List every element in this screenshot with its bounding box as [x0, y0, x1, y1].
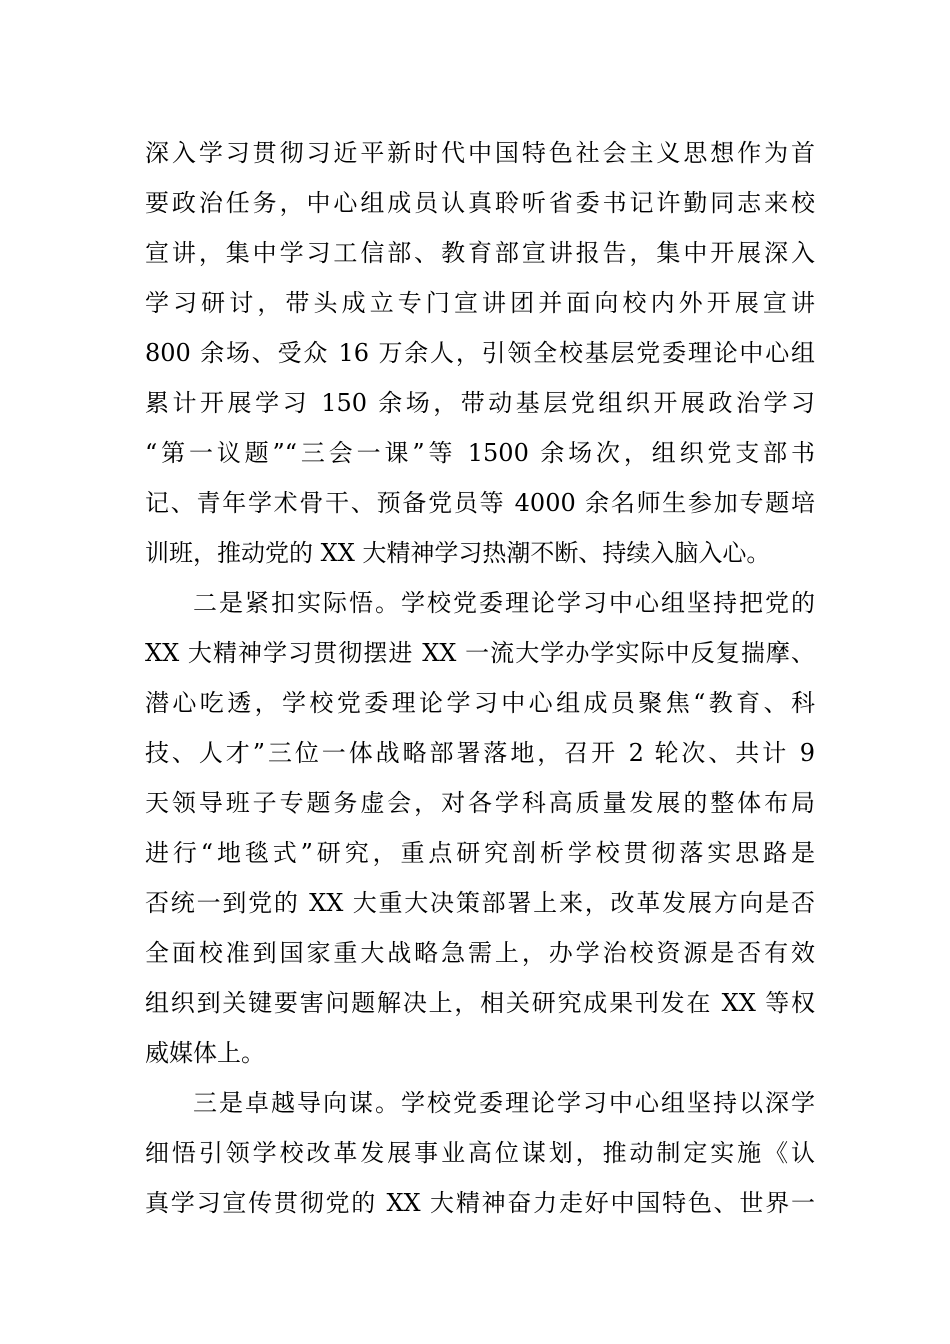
text-line: 真学习宣传贯彻党的 XX 大精神奋力走好中国特色、世界一 [145, 1189, 815, 1217]
text-line: 技、人才”三位一体战略部署落地，召开 2 轮次、共计 9 [145, 739, 815, 767]
text-line: 记、青年学术骨干、预备党员等 4000 余名师生参加专题培 [145, 489, 815, 517]
paragraph-3 [145, 1078, 815, 1228]
text-line: 800 余场、受众 16 万余人，引领全校基层党委理论中心组 [145, 339, 815, 367]
text-line: 天领导班子专题务虚会，对各学科高质量发展的整体布局 [145, 789, 815, 817]
text-line: 进行“地毯式”研究，重点研究剖析学校贯彻落实思路是 [145, 839, 815, 867]
text-line: 要政治任务，中心组成员认真聆听省委书记许勤同志来校 [145, 189, 815, 217]
text-line: 宣讲，集中学习工信部、教育部宣讲报告，集中开展深入 [145, 239, 815, 267]
paragraph-2 [145, 578, 815, 1078]
text-line: 潜心吃透，学校党委理论学习中心组成员聚焦“教育、科 [145, 689, 815, 717]
text-line: 训班，推动党的 XX 大精神学习热潮不断、持续入脑入心。 [145, 539, 771, 567]
text-line: 学习研讨，带头成立专门宣讲团并面向校内外开展宣讲 [145, 289, 815, 317]
paragraph-1 [145, 128, 815, 578]
text-line: XX 大精神学习贯彻摆进 XX 一流大学办学实际中反复揣摩、 [145, 639, 815, 667]
text-line: 组织到关键要害问题解决上，相关研究成果刊发在 XX 等权 [145, 989, 815, 1017]
text-line: 三是卓越导向谋。学校党委理论学习中心组坚持以深学 [193, 1089, 815, 1117]
text-line: 否统一到党的 XX 大重大决策部署上来，改革发展方向是否 [145, 889, 815, 917]
body-text [145, 128, 815, 1228]
text-line: “第一议题”“三会一课”等 1500 余场次，组织党支部书 [145, 439, 815, 467]
text-line: 深入学习贯彻习近平新时代中国特色社会主义思想作为首 [145, 139, 815, 167]
text-line: 全面校准到国家重大战略急需上，办学治校资源是否有效 [145, 939, 815, 967]
text-line: 二是紧扣实际悟。学校党委理论学习中心组坚持把党的 [193, 589, 815, 617]
text-line: 威媒体上。 [145, 1039, 265, 1067]
text-line: 累计开展学习 150 余场，带动基层党组织开展政治学习 [145, 389, 815, 417]
text-line: 细悟引领学校改革发展事业高位谋划，推动制定实施《认 [145, 1139, 815, 1167]
